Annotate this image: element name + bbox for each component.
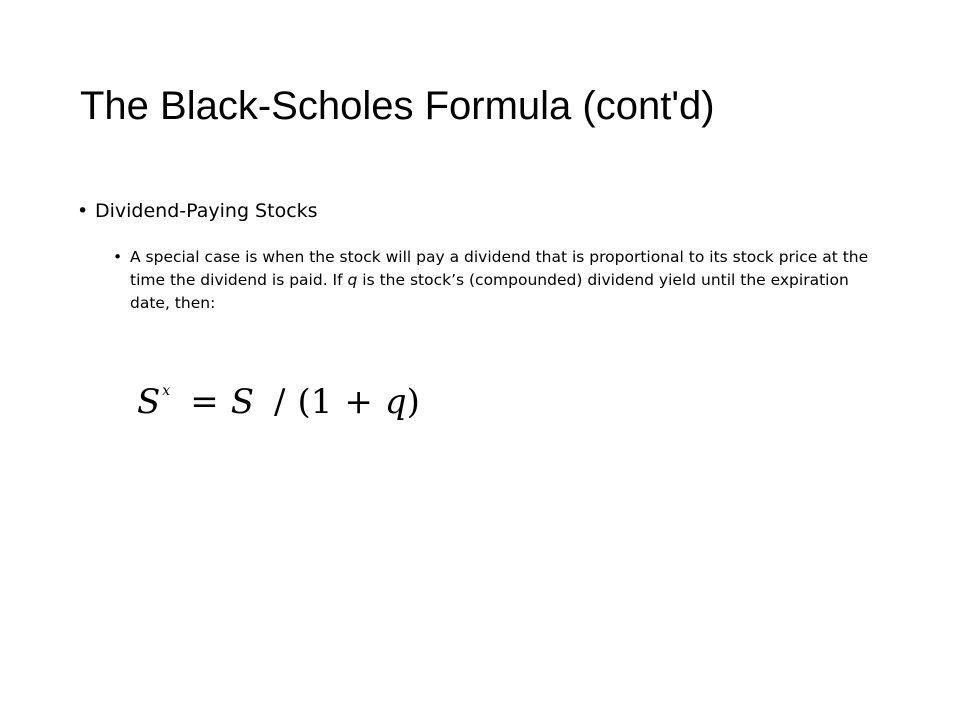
formula-equals: =	[190, 382, 219, 422]
formula-divide: /	[274, 382, 286, 422]
sub-bullet-special-case	[113, 246, 893, 315]
sub-bullet-text-part2: is the stock’s (compounded) dividend yield until the expiration date, then:	[130, 271, 849, 312]
formula-q: q	[384, 382, 407, 422]
sub-bullet-text-part1: A special case is when the stock will pay a dividend that is proportional to its stock price at the time the dividend is paid. If	[130, 248, 869, 289]
formula-lhs-symbol: S	[137, 382, 161, 422]
bullet-dividend-paying-stocks	[77, 197, 318, 225]
slide-title: The Black-Scholes Formula (cont'd)	[80, 84, 715, 128]
formula-lhs-superscript: x	[162, 383, 171, 399]
variable-q: q	[347, 271, 358, 289]
bullet-marker: •	[77, 200, 89, 222]
bullet-text: Dividend-Paying Stocks	[95, 200, 318, 222]
formula-close-paren: )	[406, 382, 420, 422]
formula-plus: +	[344, 382, 373, 422]
sub-bullet-text	[130, 246, 893, 315]
formula-rhs-symbol: S	[230, 382, 254, 422]
formula-open-paren: (1	[297, 382, 333, 422]
formula-dividend-adjusted-price	[137, 366, 420, 427]
sub-bullet-marker: •	[113, 248, 123, 266]
